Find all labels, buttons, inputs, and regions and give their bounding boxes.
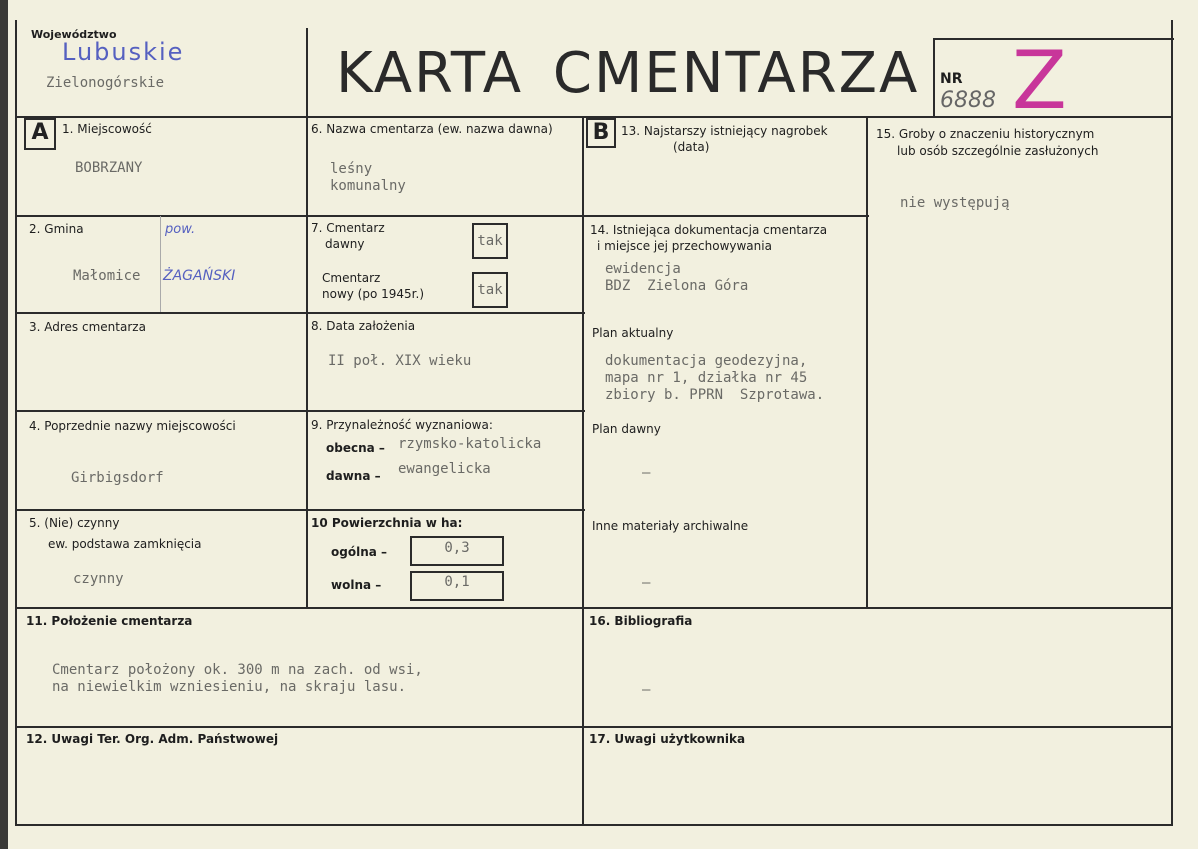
f1-label: 1. Miejscowość: [62, 122, 152, 136]
f11-line2: na niewielkim wzniesieniu, na skraju lasu.: [52, 679, 407, 695]
f4-label: 4. Poprzednie nazwy miejscowości: [29, 419, 236, 433]
section-a-marker: A: [24, 118, 56, 150]
plan-current-3: zbiory b. PPRN Szprotawa.: [605, 387, 825, 403]
f14-value1: ewidencja: [605, 261, 681, 277]
f11-line1: Cmentarz położony ok. 300 m na zach. od wsi,: [52, 662, 423, 678]
f16-value: –: [642, 682, 651, 698]
f15-label1: 15. Groby o znaczeniu historycznym: [876, 127, 1095, 141]
f15-label2: lub osób szczególnie zasłużonych: [897, 144, 1099, 158]
f3-label: 3. Adres cmentarza: [29, 320, 146, 334]
divider: [15, 824, 1173, 826]
section-b-marker: B: [586, 118, 616, 148]
f5-value: czynny: [73, 571, 124, 587]
f11-label: 11. Położenie cmentarza: [26, 614, 193, 628]
nr-value: 6888: [940, 88, 996, 113]
f17-label: 17. Uwagi użytkownika: [589, 732, 746, 746]
divider: [582, 117, 584, 825]
border-left: [15, 20, 17, 826]
f2-pow-label: pow.: [165, 222, 196, 237]
f12-label: 12. Uwagi Ter. Org. Adm. Państwowej: [26, 732, 279, 746]
nr-letter: Z: [1012, 34, 1067, 127]
f5-label: 5. (Nie) czynny: [29, 516, 120, 530]
f8-label: 8. Data założenia: [311, 319, 416, 333]
scan-edge: [0, 0, 8, 849]
border-right: [1171, 20, 1173, 826]
f2-label: 2. Gmina: [29, 222, 84, 236]
f9-label: 9. Przynależność wyznaniowa:: [311, 418, 493, 432]
other-materials-value: –: [642, 575, 651, 591]
voivodeship-stamp: Lubuskie: [62, 38, 185, 66]
divider: [306, 28, 308, 608]
plan-current-label: Plan aktualny: [592, 326, 674, 340]
f6-value1: leśny: [330, 161, 373, 177]
f2-pow-value: ŻAGAŃSKI: [163, 268, 236, 284]
divider: [15, 509, 585, 511]
f4-value: Girbigsdorf: [71, 470, 164, 486]
divider: [866, 117, 868, 608]
f15-value: nie występują: [900, 195, 1010, 211]
f2-value: Małomice: [73, 268, 141, 284]
other-materials-label: Inne materiały archiwalne: [592, 519, 749, 533]
page-title: KARTA CMENTARZA: [336, 41, 920, 106]
voivodeship-label: Województwo: [31, 28, 117, 41]
divider: [15, 726, 1173, 728]
f8-value: II poł. XIX wieku: [328, 353, 472, 369]
f14-label1: 14. Istniejąca dokumentacja cmentarza: [590, 223, 828, 237]
f10-label: 10 Powierzchnia w ha:: [311, 516, 463, 530]
f7-new-box: tak: [472, 272, 508, 308]
f10-free-label: wolna –: [331, 578, 382, 592]
f9-former-value: ewangelicka: [398, 461, 491, 477]
f9-former-label: dawna –: [326, 469, 381, 483]
f13-label1: 13. Najstarszy istniejący nagrobek: [621, 124, 828, 138]
f7-label3: Cmentarz: [322, 271, 381, 285]
f9-current-label: obecna –: [326, 441, 385, 455]
f7-label2: dawny: [325, 237, 365, 251]
divider: [933, 38, 935, 117]
f7-old-box: tak: [472, 223, 508, 259]
divider: [15, 410, 585, 412]
nr-label: NR: [940, 71, 963, 87]
f6-label: 6. Nazwa cmentarza (ew. nazwa dawna): [311, 122, 553, 136]
f10-total-box: 0,3: [410, 536, 504, 566]
f16-label: 16. Bibliografia: [589, 614, 693, 628]
f13-label2: (data): [673, 140, 710, 154]
f9-current-value: rzymsko-katolicka: [398, 436, 542, 452]
plan-current-2: mapa nr 1, działka nr 45: [605, 370, 808, 386]
f5-sublabel: ew. podstawa zamknięcia: [48, 537, 202, 551]
f10-free-box: 0,1: [410, 571, 504, 601]
f1-value: BOBRZANY: [75, 160, 143, 176]
f7-label4: nowy (po 1945r.): [322, 287, 424, 301]
divider: [160, 216, 161, 312]
divider: [15, 215, 869, 217]
divider: [15, 312, 585, 314]
voivodeship-value: Zielonogórskie: [46, 75, 165, 91]
f10-total-label: ogólna –: [331, 545, 388, 559]
plan-current-1: dokumentacja geodezyjna,: [605, 353, 808, 369]
f7-label1: 7. Cmentarz: [311, 221, 385, 235]
plan-old-label: Plan dawny: [592, 422, 661, 436]
f14-value2: BDZ Zielona Góra: [605, 278, 749, 294]
plan-old-value: –: [642, 465, 651, 481]
divider: [15, 607, 1173, 609]
f14-label2: i miejsce jej przechowywania: [597, 239, 772, 253]
f6-value2: komunalny: [330, 178, 406, 194]
